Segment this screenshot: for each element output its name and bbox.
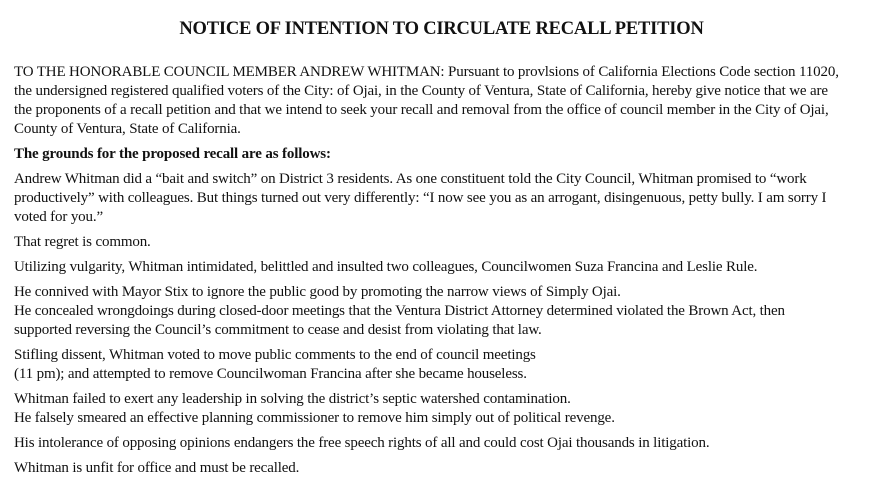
- paragraph: [14, 63, 874, 139]
- paragraph: [14, 346, 874, 384]
- text-line: His intolerance of opposing opinions endangers the free speech rights of all and could cost Ojai thousands in litigation.: [14, 435, 710, 451]
- text-line: He connived with Mayor Stix to ignore the public good by promoting the narrow views of Simply Ojai.: [14, 284, 621, 300]
- text-line: Stifling dissent, Whitman voted to move public comments to the end of council meetings: [14, 347, 536, 363]
- text-line: productively” with colleagues. But things turned out very differently: “I now see you as an arrogant, disingenuous, petty bully. I am sorry I: [14, 190, 827, 206]
- text-line: supported reversing the Council’s commitment to cease and desist from violating that law.: [14, 322, 542, 338]
- paragraph: [14, 170, 874, 227]
- paragraph: [14, 390, 874, 428]
- text-line: Whitman failed to exert any leadership in solving the district’s septic watershed contamination.: [14, 391, 571, 407]
- paragraph: [14, 258, 874, 277]
- document-title: NOTICE OF INTENTION TO CIRCULATE RECALL PETITION: [179, 19, 704, 39]
- section-heading: [14, 145, 874, 164]
- text-line: That regret is common.: [14, 234, 151, 250]
- paragraph: [14, 283, 874, 340]
- text-line: Andrew Whitman did a “bait and switch” on District 3 residents. As one constituent told the City Council, Whitman promised to “work: [14, 171, 807, 187]
- paragraph: [14, 233, 874, 252]
- text-line: County of Ventura, State of California.: [14, 121, 241, 137]
- text-line: TO THE HONORABLE COUNCIL MEMBER ANDREW WHITMAN: Pursuant to provlsions of California Elections Code section 11020,: [14, 64, 839, 80]
- text-line: Whitman is unfit for office and must be recalled.: [14, 460, 300, 476]
- text-line: (11 pm); and attempted to remove Councilwoman Francina after she became houseless.: [14, 366, 527, 382]
- paragraph: [14, 459, 874, 478]
- document-body: [14, 63, 874, 484]
- paragraph: [14, 434, 874, 453]
- text-line: Utilizing vulgarity, Whitman intimidated, belittled and insulted two colleagues, Councilwomen Suza Francina and Leslie Rule.: [14, 259, 758, 275]
- text-line: the undersigned registered qualified voters of the City: of Ojai, in the County of Ventura, State of California, hereby give notice that we are: [14, 83, 828, 99]
- text-line: He concealed wrongdoings during closed-door meetings that the Ventura District Attorney determined violated the Brown Act, then: [14, 303, 785, 319]
- text-line: the proponents of a recall petition and that we intend to seek your recall and removal from the office of council member in the City of Ojai,: [14, 102, 829, 118]
- text-line: The grounds for the proposed recall are as follows:: [14, 146, 331, 162]
- text-line: He falsely smeared an effective planning commissioner to remove him simply out of political revenge.: [14, 410, 615, 426]
- text-line: voted for you.”: [14, 209, 103, 225]
